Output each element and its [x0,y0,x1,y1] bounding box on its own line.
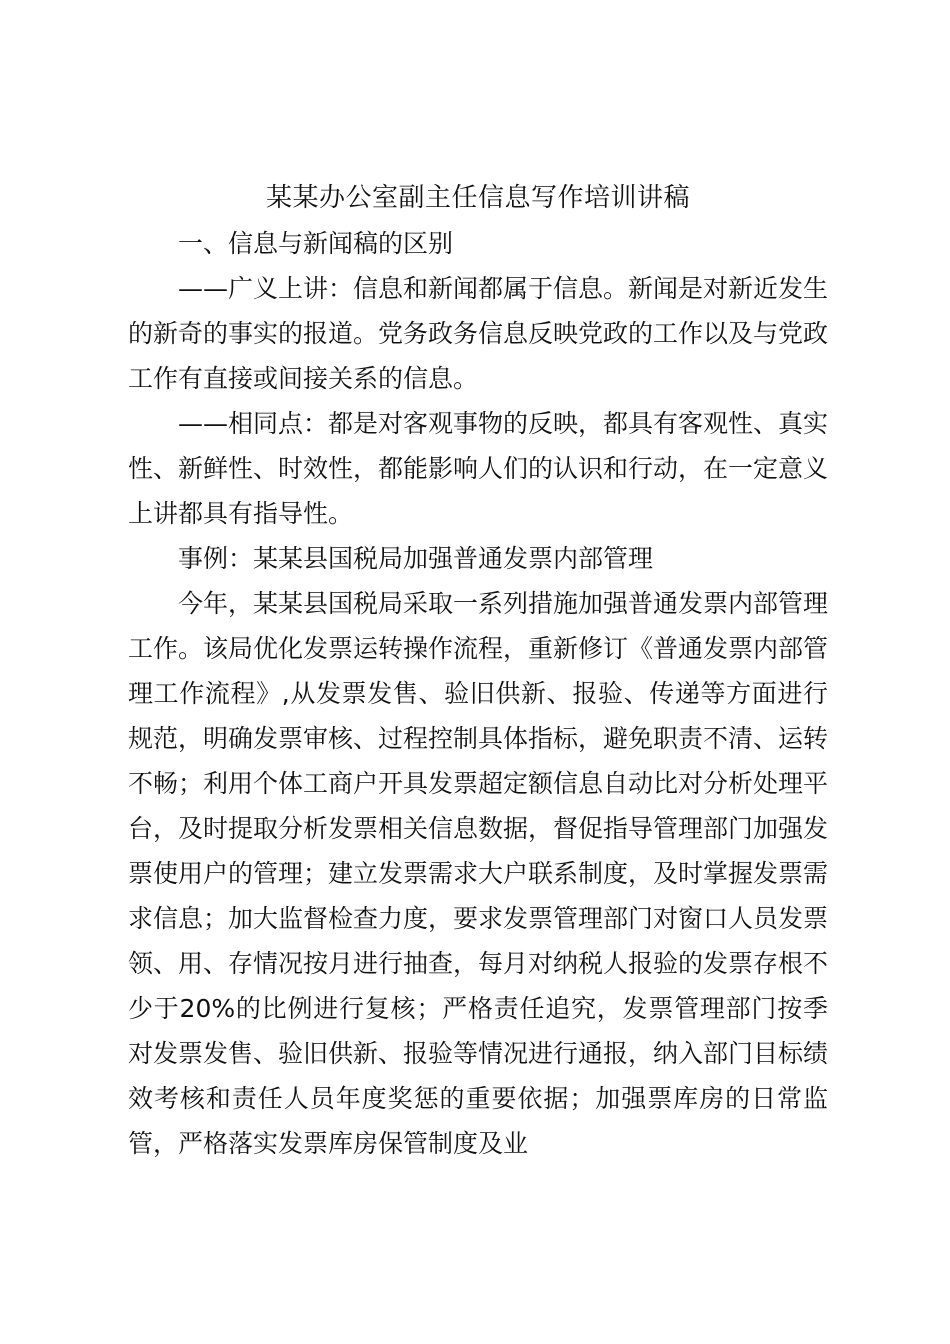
paragraph-similarities: ——相同点：都是对客观事物的反映，都具有客观性、真实性、新鲜性、时效性，都能影响人们的认识和行动，在一定意义上讲都具有指导性。 [128,409,829,528]
document-body [128,176,828,1166]
example-heading: 事例：某某县国税局加强普通发票内部管理 [178,544,654,573]
document-title: 某某办公室副主任信息写作培训讲稿 [265,183,690,213]
section-heading-differences: 一、信息与新闻稿的区别 [178,229,454,258]
paragraph-broad-definition: ——广义上讲：信息和新闻都属于信息。新闻是对新近发生的新奇的事实的报道。党务政务信息反映党政的工作以及与党政工作有直接或间接关系的信息。 [128,274,829,393]
example-body-paragraph: 今年，某某县国税局采取一系列措施加强普通发票内部管理工作。该局优化发票运转操作流程，重新修订《普通发票内部管理工作流程》,从发票发售、验旧供新、报验、传递等方面进行规范，明确发票审核、过程控制具体指标，避免职责不清、运转不畅；利用个体工商户开具发票超定额信息自动比对分析处理平台，及时提取分析发票相关信息数据，督促指导管理部门加强发票使用户的管理；建立发票需求大户联系制度，及时掌握发票需求信息；加大监督检查力度，要求发票管理部门对窗口人员发票领、用、存情况按月进行抽查，每月对纳税人报验的发票存根不少于20%的比例进行复核；严格责任追究，发票管理部门按季对发票发售、验旧供新、报验等情况进行通报，纳入部门目标绩效考核和责任人员年度奖惩的重要依据；加强票库房的日常监管，严格落实发票库房保管制度及业 [128,589,829,1158]
